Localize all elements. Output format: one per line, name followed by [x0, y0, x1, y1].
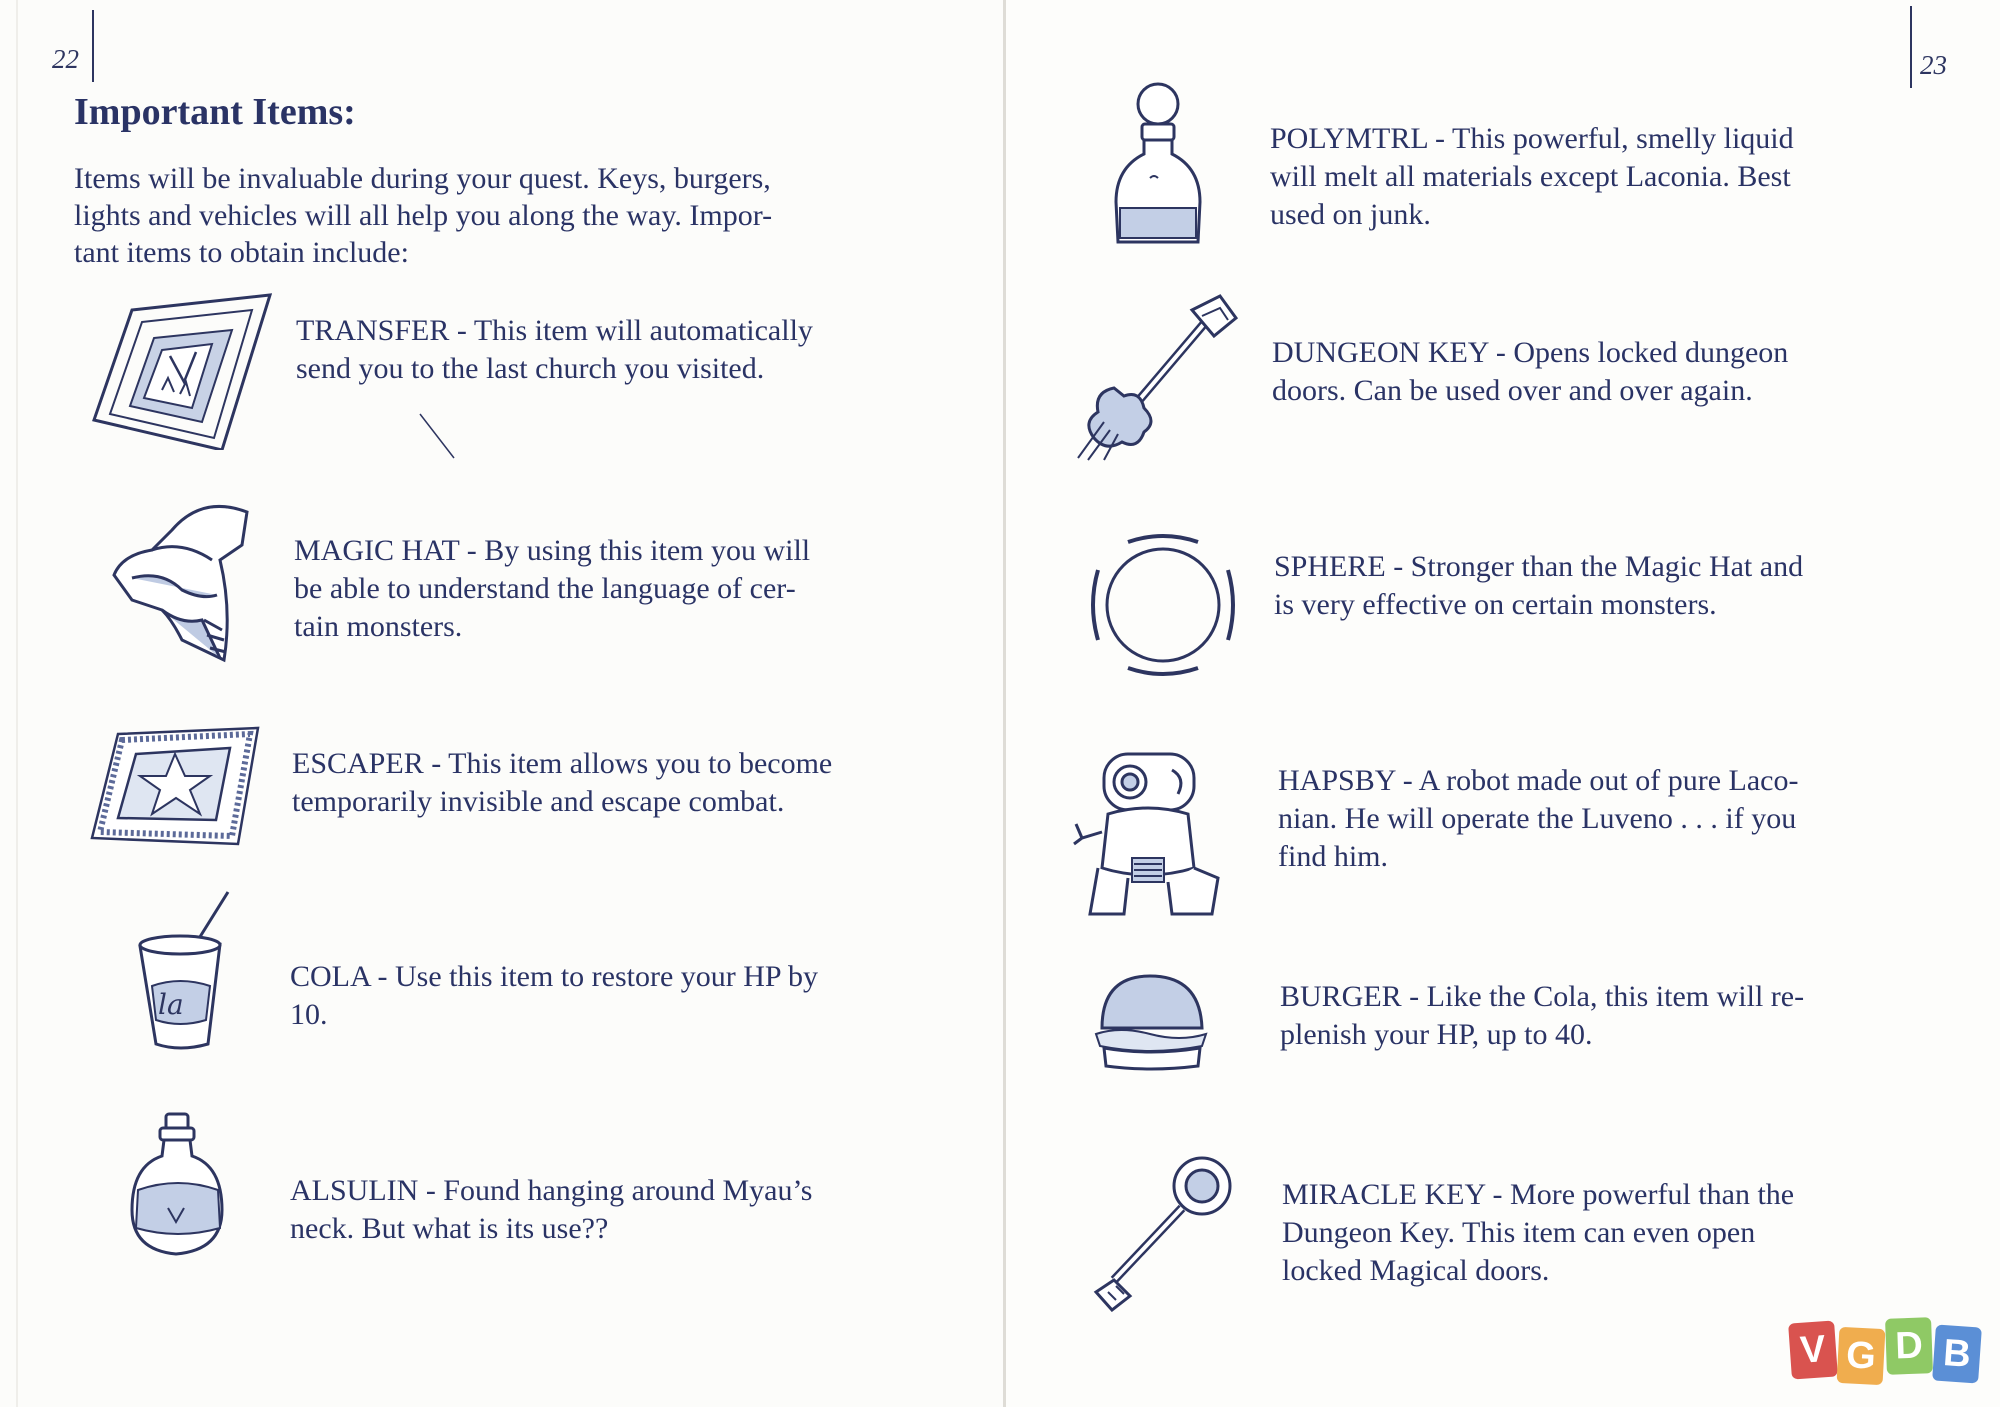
item-line: locked Magical doors. [1282, 1254, 1550, 1287]
item-line: send you to the last church you visited. [296, 352, 765, 385]
hapsby-robot-icon [1068, 748, 1228, 918]
item-magic-hat [294, 532, 944, 646]
item-polymtrl [1270, 120, 1950, 234]
vgdb-watermark-logo [1790, 1318, 1990, 1380]
item-line: DUNGEON KEY - Opens locked dungeon [1272, 336, 1789, 369]
page-number-rule-right [1910, 6, 1912, 88]
item-line: be able to understand the language of cer- [294, 572, 796, 605]
escaper-cloth-icon [90, 720, 260, 850]
item-line: will melt all materials except Laconia. Best [1270, 160, 1791, 193]
intro-line: tant items to obtain include: [74, 236, 409, 269]
item-line: tain monsters. [294, 610, 463, 643]
book-spine [1003, 0, 1006, 1407]
item-line: MAGIC HAT - By using this item you will [294, 534, 811, 567]
watermark-letter: V [1788, 1320, 1838, 1379]
item-transfer [296, 312, 946, 388]
item-line: TRANSFER - This item will automatically [296, 314, 813, 347]
transfer-map-icon [92, 290, 272, 450]
divider-stroke [418, 412, 458, 462]
item-miracle-key [1282, 1176, 1962, 1290]
item-line: COLA - Use this item to restore your HP by [290, 960, 819, 993]
item-line: 10. [290, 998, 328, 1031]
item-line: used on junk. [1270, 198, 1431, 231]
page-number-left: 22 [52, 44, 79, 74]
item-line: SPHERE - Stronger than the Magic Hat and [1274, 550, 1804, 583]
page-number-rule-left [92, 10, 94, 82]
item-sphere [1274, 548, 1954, 624]
watermark-letter: B [1932, 1324, 1982, 1383]
page-number-right: 23 [1920, 50, 1947, 80]
item-line: plenish your HP, up to 40. [1280, 1018, 1593, 1051]
item-line: BURGER - Like the Cola, this item will re- [1280, 980, 1805, 1013]
intro-paragraph [74, 160, 914, 271]
magic-hat-icon [112, 500, 252, 665]
intro-line: Items will be invaluable during your quest. Keys, burgers, [74, 162, 771, 195]
watermark-letter: D [1885, 1317, 1933, 1375]
dungeon-key-icon [1074, 292, 1244, 462]
cola-cup-icon [136, 890, 246, 1050]
item-line: find him. [1278, 840, 1388, 873]
item-dungeon-key [1272, 334, 1952, 410]
item-line: neck. But what is its use?? [290, 1212, 609, 1245]
page-title: Important Items: [74, 91, 356, 133]
item-line: HAPSBY - A robot made out of pure Laco- [1278, 764, 1799, 797]
polymtrl-flask-icon [1112, 82, 1202, 252]
item-line: POLYMTRL - This powerful, smelly liquid [1270, 122, 1794, 155]
item-hapsby [1278, 762, 1958, 876]
item-line: Dungeon Key. This item can even open [1282, 1216, 1756, 1249]
item-line: MIRACLE KEY - More powerful than the [1282, 1178, 1795, 1211]
sphere-icon [1088, 530, 1238, 680]
item-line: ESCAPER - This item allows you to become [292, 747, 833, 780]
item-escaper [292, 745, 962, 821]
item-burger [1280, 978, 1960, 1054]
burger-icon [1090, 972, 1210, 1072]
item-line: ALSULIN - Found hanging around Myau’s [290, 1174, 813, 1207]
item-line: doors. Can be used over and over again. [1272, 374, 1753, 407]
item-line: is very effective on certain monsters. [1274, 588, 1717, 621]
svg-text:la: la [158, 988, 184, 1021]
item-cola [290, 958, 960, 1034]
alsulin-bottle-icon [128, 1110, 228, 1260]
miracle-key-icon [1090, 1152, 1240, 1312]
watermark-letter: G [1837, 1327, 1886, 1385]
item-alsulin [290, 1172, 960, 1248]
intro-line: lights and vehicles will all help you along the way. Impor- [74, 199, 773, 232]
item-line: temporarily invisible and escape combat. [292, 785, 785, 818]
page-edge [16, 0, 18, 1407]
item-line: nian. He will operate the Luveno . . . if you [1278, 802, 1797, 835]
